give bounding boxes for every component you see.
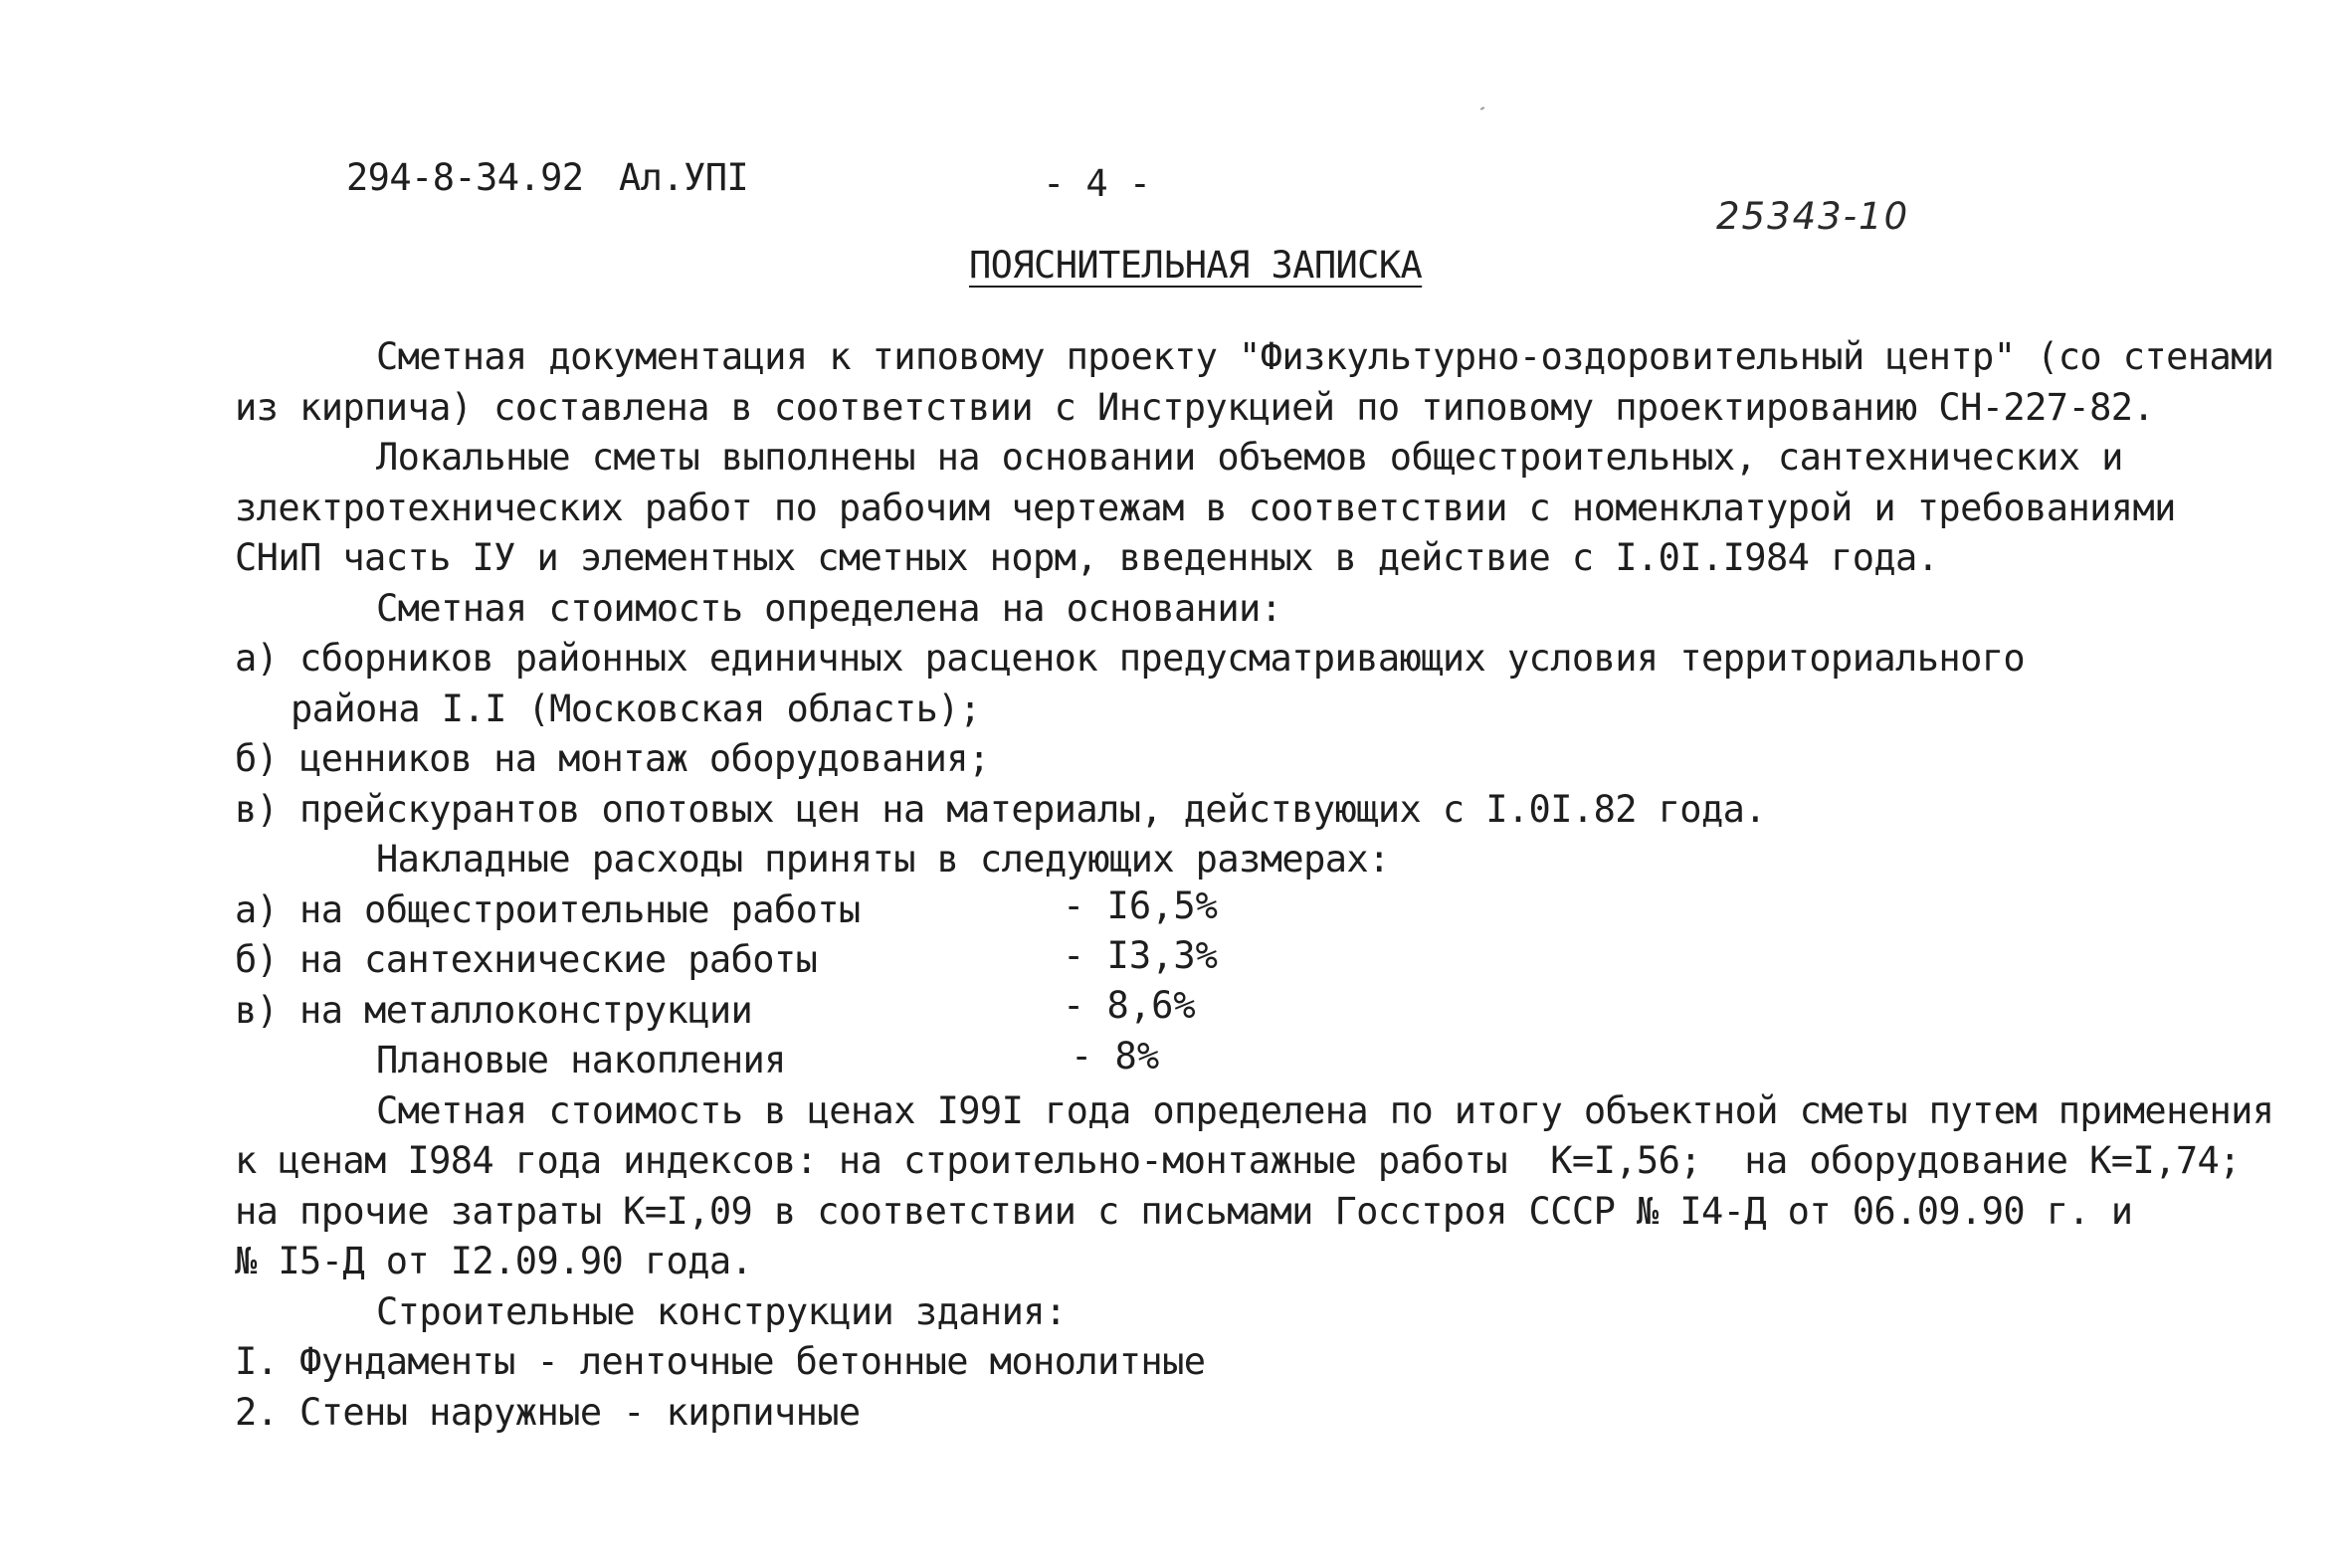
paragraph-5-line-2: к ценам I984 года индексов: на строительно-монтажные работы К=I,56; на оборудование К=I,74;: [235, 1139, 2241, 1182]
paragraph-5-line-3: на прочие затраты К=I,09 в соответствии с письмами Госстроя СССР № I4-Д от 06.09.90 г. и: [235, 1190, 2133, 1233]
paragraph-5-line-1: Сметная стоимость в ценах I99I года определена по итогу объектной сметы путем применения: [376, 1089, 2274, 1132]
structure-item-1: I. Фундаменты - ленточные бетонные монолитные: [235, 1340, 1206, 1383]
paragraph-2-line-3: СНиП часть IУ и элементных сметных норм, введенных в действие с I.0I.I984 года.: [235, 536, 1939, 579]
overhead-label-b: б) на сантехнические работы: [235, 938, 818, 981]
structure-item-2: 2. Стены наружные - кирпичные: [235, 1391, 861, 1434]
overhead-label-a: а) на общестроительные работы: [235, 888, 861, 931]
planned-savings-value: - 8%: [1071, 1035, 1160, 1078]
list-item-a-line-1: а) сборников районных единичных расценок предусматривающих условия территориального: [235, 637, 2026, 680]
list-item-a-line-2: района I.I (Московская область);: [291, 687, 981, 730]
overhead-value-v: - 8,6%: [1063, 984, 1196, 1027]
paragraph-6: Строительные конструкции здания:: [376, 1290, 1067, 1333]
paragraph-5-line-4: № I5-Д от I2.09.90 года.: [235, 1240, 753, 1282]
planned-savings-label: Плановые накопления: [376, 1039, 786, 1081]
paragraph-2-line-1: Локальные сметы выполнены на основании объемов общестроительных, сантехнических и: [376, 436, 2123, 479]
paragraph-1-line-2: из кирпича) составлена в соответствии с Инструкцией по типовому проектированию СН-227-82.: [235, 386, 2155, 429]
overhead-label-v: в) на металлоконструкции: [235, 989, 753, 1032]
list-item-v: в) прейскурантов опотовых цен на материалы, действующих с I.0I.82 года.: [235, 788, 1766, 831]
album-number: Ал.УПI: [619, 156, 749, 199]
overhead-value-b: - I3,3%: [1063, 934, 1218, 977]
list-item-b: б) ценников на монтаж оборудования;: [235, 737, 990, 780]
paragraph-4: Накладные расходы приняты в следующих размерах:: [376, 838, 1390, 881]
document-title: ПОЯСНИТЕЛЬНАЯ ЗАПИСКА: [969, 244, 1423, 287]
page-number: - 4 -: [1043, 162, 1151, 205]
overhead-value-a: - I6,5%: [1063, 884, 1218, 927]
paragraph-1-line-1: Сметная документация к типовому проекту "Физкультурно-оздоровительный центр" (со стенами: [376, 335, 2274, 378]
paragraph-3: Сметная стоимость определена на основании:: [376, 587, 1282, 630]
doc-code: 294-8-34.92: [346, 156, 584, 199]
paragraph-2-line-2: злектротехнических работ по рабочим чертежам в соответствии с номенклатурой и требованиями: [235, 487, 2176, 529]
inventory-number: 25343-10: [1716, 195, 1910, 238]
speck-mark: [1480, 106, 1484, 110]
